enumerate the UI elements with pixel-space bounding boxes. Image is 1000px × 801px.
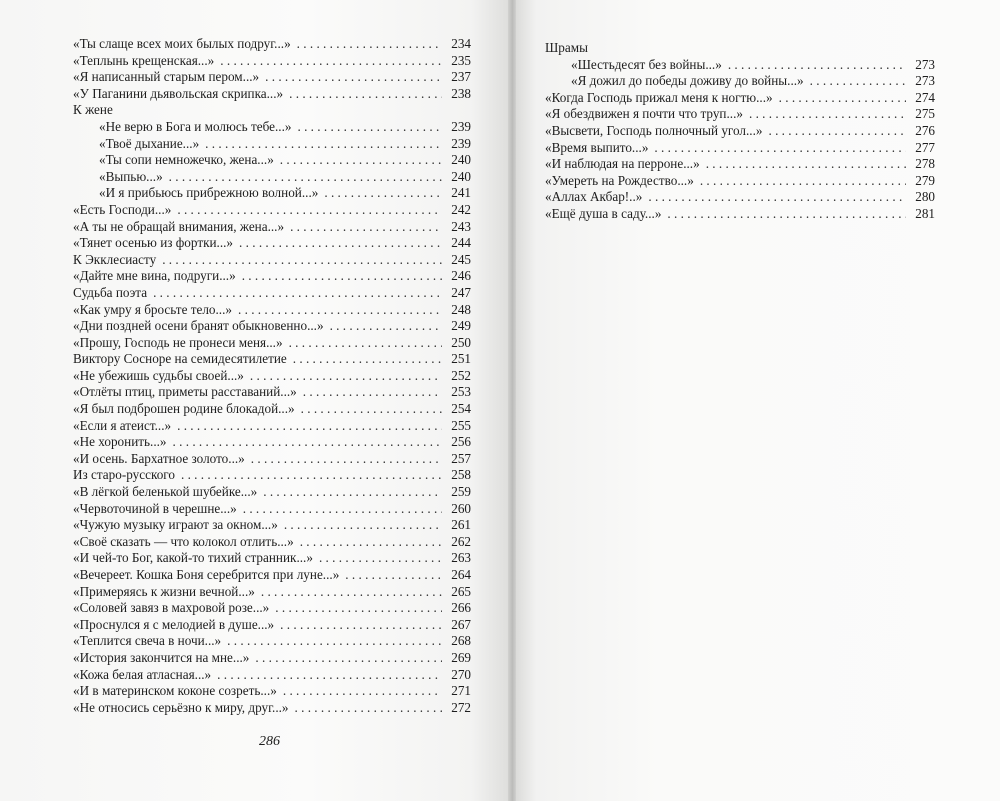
toc-dot-leader <box>300 534 442 551</box>
toc-dot-leader <box>280 617 442 634</box>
toc-entry-page: 246 <box>451 268 471 284</box>
toc-entry-title: «И осень. Бархатное золото...» <box>73 450 245 466</box>
toc-dot-leader <box>265 69 442 86</box>
toc-dot-leader <box>220 53 442 70</box>
toc-dot-leader <box>324 185 442 202</box>
toc-entry-title: «Когда Господь прижал меня к ногтю...» <box>545 89 773 105</box>
toc-entry-title: «И в материнском коконе созреть...» <box>73 683 277 699</box>
toc-entry-page: 255 <box>451 417 471 433</box>
toc-entry <box>545 206 935 223</box>
toc-entry <box>73 119 471 136</box>
toc-entry-title: «И наблюдая на перроне...» <box>545 156 700 172</box>
toc-entry-page: 239 <box>451 118 471 134</box>
toc-dot-leader <box>255 650 442 667</box>
toc-dot-leader <box>706 156 906 173</box>
toc-entry <box>545 189 935 206</box>
toc-entry-title: «Высвети, Господь полночный угол...» <box>545 122 763 138</box>
toc-entry-page: 250 <box>451 334 471 350</box>
toc-entry <box>545 106 935 123</box>
toc-entry-title: «Кожа белая атласная...» <box>73 666 212 682</box>
toc-entry-title: «Твоё дыхание...» <box>99 135 200 151</box>
toc-entry-title: «Проснулся я с мелодией в душе...» <box>73 616 275 632</box>
toc-entry <box>73 517 471 534</box>
toc-entry-page: 274 <box>915 89 935 105</box>
toc-dot-leader <box>289 335 442 352</box>
toc-entry <box>73 451 471 468</box>
toc-dot-leader <box>251 451 442 468</box>
toc-entry-page: 273 <box>915 73 935 89</box>
toc-entry <box>73 235 471 252</box>
toc-entry-page: 273 <box>915 56 935 72</box>
toc-entry-title: «Время выпито...» <box>545 139 649 155</box>
toc-entry-page: 266 <box>451 600 471 616</box>
toc-entry <box>73 351 471 368</box>
toc-entry-title: «В лёгкой беленькой шубейке...» <box>73 484 258 500</box>
toc-entry-page: 280 <box>915 189 935 205</box>
toc-entry-page: 237 <box>451 69 471 85</box>
toc-entry <box>545 57 935 74</box>
toc-entry-title: «Дни поздней осени бранят обыкновенно...» <box>73 318 324 334</box>
toc-entry-page: 278 <box>915 156 935 172</box>
toc-entry <box>73 567 471 584</box>
toc-entry-page: 235 <box>451 52 471 68</box>
toc-entry-title: «Дайте мне вина, подруги...» <box>73 268 236 284</box>
toc-dot-leader <box>275 600 442 617</box>
toc-entry <box>73 318 471 335</box>
toc-dot-leader <box>205 136 442 153</box>
toc-entry <box>73 600 471 617</box>
toc-entry-page: 270 <box>451 666 471 682</box>
toc-entry-page: 241 <box>451 185 471 201</box>
toc-right-column <box>545 40 935 223</box>
toc-dot-leader <box>345 567 442 584</box>
toc-dot-leader <box>261 584 442 601</box>
toc-entry-title: «Не хоронить...» <box>73 434 167 450</box>
toc-entry <box>545 123 935 140</box>
toc-entry <box>73 86 471 103</box>
toc-entry-title: «Аллах Акбар!..» <box>545 189 643 205</box>
toc-dot-leader <box>293 351 442 368</box>
toc-dot-leader <box>243 501 442 518</box>
toc-entry-title: «Отлёты птиц, приметы расставаний...» <box>73 384 297 400</box>
toc-entry-title: Виктору Сосноре на семидесятилетие <box>73 351 287 367</box>
toc-entry-title: «Как умру я бросьте тело...» <box>73 301 232 317</box>
toc-entry-title: «Не относись серьёзно к миру, друг...» <box>73 699 289 715</box>
toc-entry-title: «Есть Господи...» <box>73 201 172 217</box>
toc-entry-title: «Примеряясь к жизни вечной...» <box>73 583 255 599</box>
toc-entry <box>73 335 471 352</box>
book-spine <box>508 0 516 801</box>
toc-entry-title: К Экклесиасту <box>73 251 157 267</box>
toc-dot-leader <box>227 633 442 650</box>
toc-dot-leader <box>153 285 442 302</box>
toc-entry-title: «Я был подброшен родине блокадой...» <box>73 401 295 417</box>
toc-entry-title: «И я прибьюсь прибрежною волной...» <box>99 185 319 201</box>
toc-entry-page: 242 <box>451 201 471 217</box>
toc-dot-leader <box>319 550 442 567</box>
toc-dot-leader <box>177 418 442 435</box>
toc-entry-page: 245 <box>451 251 471 267</box>
toc-entry-title: «Ты сопи немножечко, жена...» <box>99 152 274 168</box>
toc-entry-title: «А ты не обращай внимания, жена...» <box>73 218 285 234</box>
toc-dot-leader <box>297 119 442 136</box>
toc-entry-title: Из старо-русского <box>73 467 175 483</box>
toc-dot-leader <box>177 202 442 219</box>
toc-entry-page: 281 <box>915 205 935 221</box>
toc-entry <box>73 268 471 285</box>
toc-dot-leader <box>250 368 442 385</box>
toc-dot-leader <box>283 683 442 700</box>
toc-entry <box>73 401 471 418</box>
toc-dot-leader <box>290 219 442 236</box>
toc-entry <box>73 667 471 684</box>
toc-entry-title: «У Паганини дьявольская скрипка...» <box>73 85 284 101</box>
toc-entry-page: 264 <box>451 567 471 582</box>
toc-entry <box>545 173 935 190</box>
toc-dot-leader <box>242 268 442 285</box>
toc-dot-leader <box>700 173 906 190</box>
toc-entry <box>73 484 471 501</box>
toc-entry-title: «Не верю в Бога и молюсь тебе...» <box>99 118 292 134</box>
toc-dot-leader <box>297 36 442 53</box>
toc-entry-page: 267 <box>451 616 471 632</box>
toc-entry-page: 256 <box>451 434 471 450</box>
toc-entry-page: 251 <box>451 351 471 367</box>
toc-entry-page: 276 <box>915 122 935 138</box>
toc-dot-leader <box>239 235 442 252</box>
toc-entry <box>545 140 935 157</box>
toc-dot-leader <box>295 700 442 717</box>
toc-entry-title: «Теплынь крещенская...» <box>73 52 215 68</box>
toc-entry-page: 275 <box>915 106 935 122</box>
toc-entry-page: 240 <box>451 152 471 168</box>
toc-entry-page: 239 <box>451 135 471 151</box>
toc-entry-page: 248 <box>451 301 471 317</box>
toc-entry-title: «Червоточиной в черешне...» <box>73 500 237 516</box>
toc-entry-title: «И чей-то Бог, какой-то тихий странник...» <box>73 550 313 566</box>
toc-entry-page: 244 <box>451 235 471 251</box>
toc-dot-leader <box>779 90 906 107</box>
toc-entry-title: «Теплится свеча в ночи...» <box>73 633 222 649</box>
toc-dot-leader <box>768 123 906 140</box>
toc-entry-page: 253 <box>451 384 471 400</box>
toc-entry-title: «Шестьдесят без войны...» <box>571 56 722 72</box>
toc-dot-leader <box>280 152 442 169</box>
toc-entry-page: 240 <box>451 168 471 184</box>
toc-dot-leader <box>173 434 442 451</box>
toc-dot-leader <box>667 206 906 223</box>
toc-entry-page: 277 <box>915 139 935 155</box>
toc-entry <box>73 368 471 385</box>
toc-entry <box>73 633 471 650</box>
toc-entry-page: 268 <box>451 633 471 649</box>
toc-entry-title: «Выпью...» <box>99 168 163 184</box>
toc-entry-title: «Ты слаще всех моих былых подруг...» <box>73 36 291 51</box>
toc-entry-title: «Умереть на Рождество...» <box>545 172 694 188</box>
toc-entry <box>73 700 471 717</box>
toc-entry-page: 257 <box>451 450 471 466</box>
toc-entry-title: Судьба поэта <box>73 284 148 300</box>
toc-entry-page: 272 <box>451 699 471 715</box>
toc-dot-leader <box>648 189 906 206</box>
toc-entry <box>73 185 471 202</box>
toc-dot-leader <box>263 484 442 501</box>
toc-entry-title: «Соловей завяз в махровой розе...» <box>73 600 270 616</box>
toc-entry <box>545 90 935 107</box>
toc-dot-leader <box>654 140 906 157</box>
toc-entry-title: «История закончится на мне...» <box>73 649 250 665</box>
toc-entry <box>73 617 471 634</box>
toc-section-heading: К жене <box>73 102 113 118</box>
toc-entry-page: 263 <box>451 550 471 566</box>
toc-entry-page: 279 <box>915 172 935 188</box>
toc-entry <box>73 418 471 435</box>
toc-entry <box>73 501 471 518</box>
toc-entry-title: «Не убежишь судьбы своей...» <box>73 367 244 383</box>
toc-entry <box>73 285 471 302</box>
toc-entry <box>73 650 471 667</box>
toc-entry <box>73 252 471 269</box>
toc-dot-leader <box>217 667 442 684</box>
toc-entry-page: 265 <box>451 583 471 599</box>
toc-entry-title: «Вечереет. Кошка Боня серебрится при луне...» <box>73 567 340 582</box>
toc-entry-page: 269 <box>451 649 471 665</box>
toc-entry-page: 259 <box>451 484 471 500</box>
toc-entry-title: «Ещё душа в саду...» <box>545 205 662 221</box>
toc-dot-leader <box>728 57 906 74</box>
toc-entry <box>73 152 471 169</box>
toc-left-column <box>73 36 471 716</box>
toc-entry <box>73 434 471 451</box>
toc-entry <box>73 467 471 484</box>
toc-entry-title: «Своё сказать — что колокол отлить...» <box>73 533 294 549</box>
toc-entry-page: 252 <box>451 367 471 383</box>
toc-entry <box>73 219 471 236</box>
toc-entry <box>73 69 471 86</box>
toc-entry-page: 243 <box>451 218 471 234</box>
toc-entry <box>73 302 471 319</box>
toc-entry-title: «Чужую музыку играют за окном...» <box>73 517 278 533</box>
toc-entry <box>73 169 471 186</box>
toc-entry <box>73 384 471 401</box>
toc-entry <box>73 202 471 219</box>
toc-dot-leader <box>289 86 442 103</box>
toc-entry-page: 271 <box>451 683 471 699</box>
toc-dot-leader <box>301 401 442 418</box>
toc-entry-title: «Если я атеист...» <box>73 417 172 433</box>
toc-entry-title: «Я обездвижен я почти что труп...» <box>545 106 743 122</box>
toc-entry-title: «Я написанный старым пером...» <box>73 69 260 85</box>
toc-entry <box>545 73 935 90</box>
toc-dot-leader <box>810 73 906 90</box>
toc-entry-page: 238 <box>451 85 471 101</box>
toc-entry <box>73 53 471 70</box>
toc-dot-leader <box>162 252 442 269</box>
toc-entry-page: 234 <box>451 36 471 51</box>
toc-entry-page: 247 <box>451 284 471 300</box>
toc-entry <box>73 136 471 153</box>
toc-entry-page: 260 <box>451 500 471 516</box>
toc-dot-leader <box>303 384 442 401</box>
toc-dot-leader <box>330 318 442 335</box>
toc-section-heading: Шрамы <box>545 40 588 55</box>
toc-entry-page: 258 <box>451 467 471 483</box>
toc-entry-page: 254 <box>451 401 471 417</box>
toc-entry <box>73 683 471 700</box>
toc-dot-leader <box>238 302 442 319</box>
toc-dot-leader <box>284 517 442 534</box>
toc-entry-title: «Тянет осенью из фортки...» <box>73 235 234 251</box>
toc-entry <box>73 36 471 53</box>
page-number: 286 <box>259 734 280 749</box>
toc-entry-title: «Я дожил до победы доживу до войны...» <box>571 73 804 89</box>
toc-entry <box>73 584 471 601</box>
toc-entry <box>73 534 471 551</box>
toc-dot-leader <box>749 106 906 123</box>
toc-entry-page: 262 <box>451 533 471 549</box>
toc-entry-title: «Прошу, Господь не пронеси меня...» <box>73 334 283 350</box>
toc-entry-page: 249 <box>451 318 471 334</box>
toc-entry <box>73 550 471 567</box>
toc-dot-leader <box>181 467 442 484</box>
toc-entry <box>545 156 935 173</box>
toc-entry-page: 261 <box>451 517 471 533</box>
toc-dot-leader <box>169 169 442 186</box>
